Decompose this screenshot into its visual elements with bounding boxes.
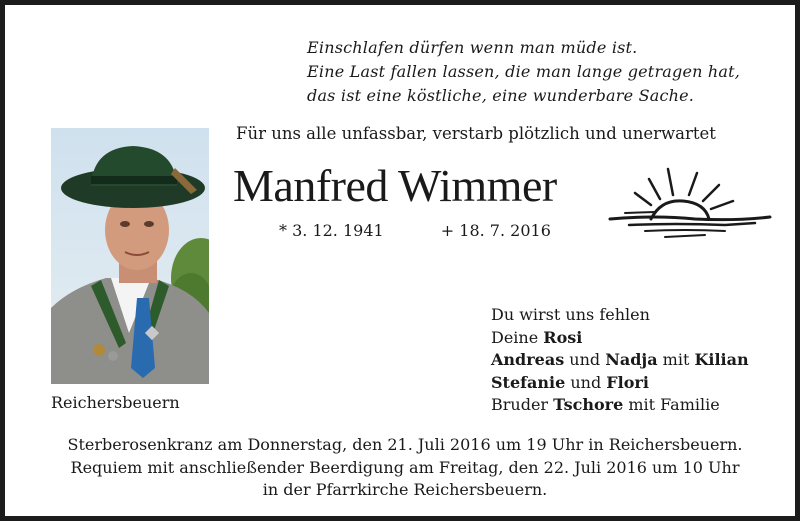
deceased-name: Manfred Wimmer <box>233 160 557 211</box>
service-details <box>25 434 785 502</box>
family-text: mit <box>657 350 695 369</box>
quote-line: Eine Last fallen lassen, die man lange getragen hat, <box>307 62 741 81</box>
family-member-name: Kilian <box>694 350 749 369</box>
memorial-quote <box>307 36 777 108</box>
quote-line: Einschlafen dürfen wenn man müde ist. <box>307 38 638 57</box>
family-member-name: Tschore <box>553 395 624 414</box>
death-date: + 18. 7. 2016 <box>440 221 551 240</box>
quote-line: das ist eine köstliche, eine wunderbare Sache. <box>307 86 695 105</box>
birth-date: * 3. 12. 1941 <box>279 221 384 240</box>
family-line <box>491 349 749 372</box>
portrait-photo <box>51 128 209 384</box>
family-text: Deine <box>491 327 544 347</box>
service-line: Requiem mit anschließender Beerdigung am Freitag, den 22. Juli 2016 um 10 Uhr <box>70 457 740 477</box>
life-dates <box>279 221 551 240</box>
service-line: Sterberosenkranz am Donnerstag, den 21. Juli 2016 um 19 Uhr in Reichersbeuern. <box>67 435 743 454</box>
family-text: Bruder <box>491 395 554 414</box>
intro-text: Für uns alle unfassbar, verstarb plötzlich und unerwartet <box>236 124 716 143</box>
family-member-name: Nadja <box>605 350 658 369</box>
family-member-name: Rosi <box>543 327 583 347</box>
family-line <box>491 327 749 350</box>
family-member-name: Flori <box>606 372 649 392</box>
family-line: Du wirst uns fehlen <box>491 305 650 324</box>
family-member-name: Stefanie <box>491 372 566 392</box>
family-member-name: Andreas <box>491 350 565 369</box>
place-label: Reichersbeuern <box>51 393 180 412</box>
family-text: mit Familie <box>623 395 720 414</box>
service-line: in der Pfarrkirche Reichersbeuern. <box>262 480 548 499</box>
family-line <box>491 372 749 395</box>
family-signatures <box>491 304 749 417</box>
family-text: und <box>564 350 606 369</box>
family-text: und <box>565 372 607 392</box>
family-line <box>491 394 749 417</box>
sunrise-icon <box>605 163 775 243</box>
